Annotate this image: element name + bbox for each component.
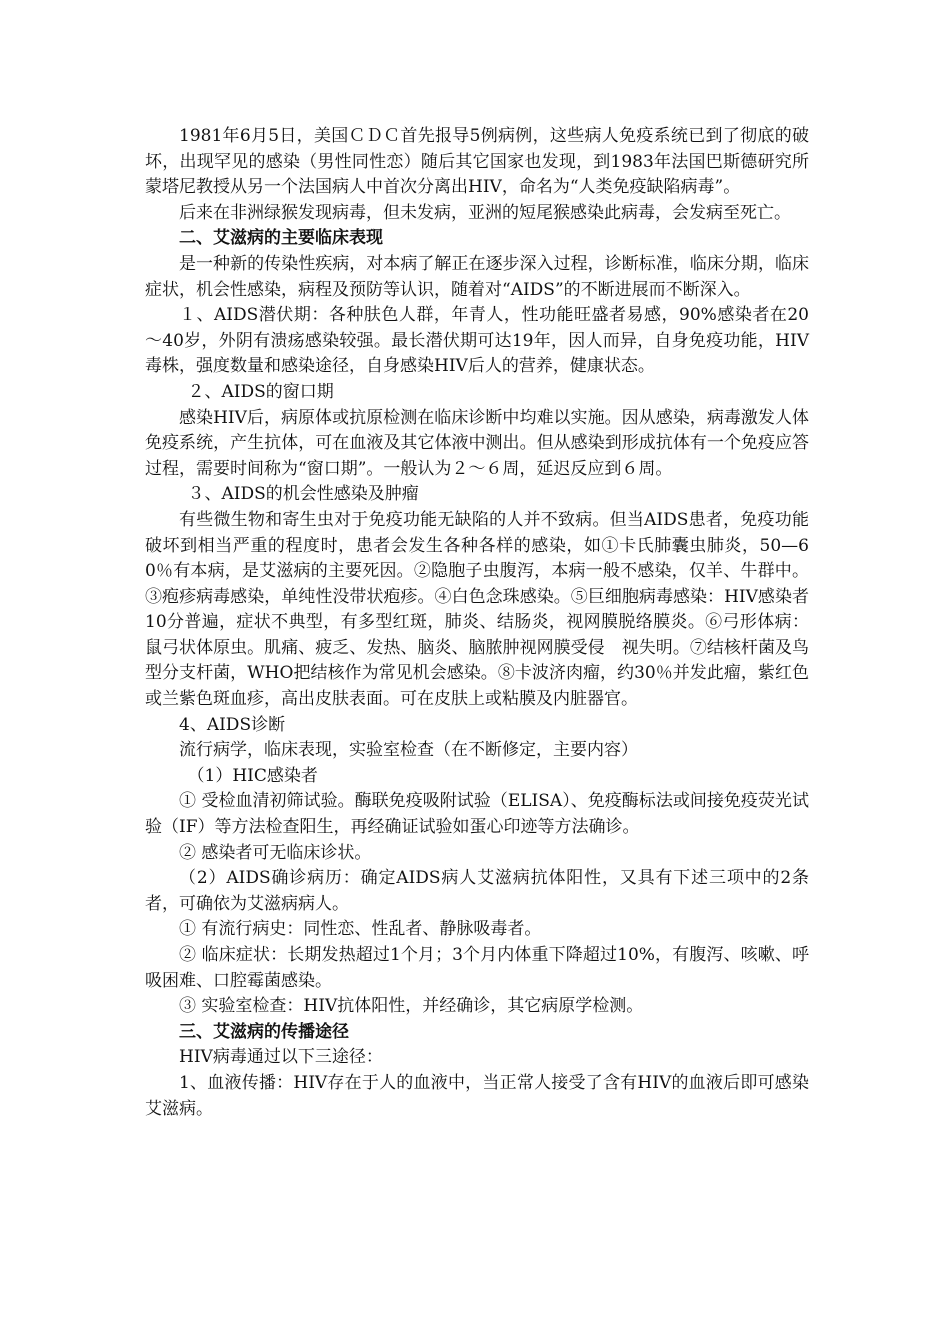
paragraph-routes: HIV病毒通过以下三途径： (179, 1047, 383, 1068)
paragraph-screening: ① 受检血清初筛试验。酶联免疫吸附试验（ELISA）、免疫酶标法或间接免疫荧光试验（IF）等方法检查阳生，再经确证试验如蛋心印迹等方法确诊。 (145, 791, 809, 838)
paragraph-no-symptoms: ② 感染者可无临床诊状。 (179, 842, 372, 863)
paragraph-lab: ③ 实验室检查：HIV抗体阳性，并经确诊，其它病原学检测。 (179, 996, 644, 1017)
subheading-diagnosis: 4、AIDS诊断 (179, 714, 286, 735)
section-heading-3: 三、艾滋病的传播途径 (179, 1021, 349, 1042)
paragraph-history: 1981年6月5日，美国ＣＤＣ首先报导5例病例，这些病人免疫系统已到了彻底的破坏，出现罕见的感染（男性同性恋）随后其它国家也发现，到1983年法国巴斯德研究所蒙塔尼教授从另一个法国病人中首次分离出HIV，命名为“人类免疫缺陷病毒”。 (145, 126, 809, 198)
subheading-window: ２、AIDS的窗口期 (187, 381, 334, 402)
paragraph-confirmed: （2）AIDS确诊病历：确定AIDS病人艾滋病抗体阳性，又具有下述三项中的2条者，可确依为艾滋病病人。 (145, 868, 809, 914)
paragraph-opportunistic: 有些微生物和寄生虫对于免疫功能无缺陷的人并不致病。但当AIDS患者，免疫功能破坏到相当严重的程度时，患者会发生各种各样的感染，如①卡氏肺囊虫肺炎，50—60％有本病，是艾滋病的主要死因。②隐胞子虫腹泻，本病一般不感染，仅羊、牛群中。③疱疹病毒感染，单纯性没带状疱疹。④白色念珠感染。⑤巨细胞病毒感染：HIV感染者10分普遍，症状不典型，有多型红斑，肺炎、结肠炎，视网膜脱络膜炎。⑥弓形体病：鼠弓状体原虫。肌痛、疲乏、发热、脑炎、脑脓肿视网膜受侵 视失明。⑦结核杆菌及鸟型分支杆菌，WHO把结核作为常见机会感染。⑧卡波济肉瘤，约30％并发此瘤，紫红色或兰紫色斑血疹，高出皮肤表面。可在皮肤上或粘膜及内脏器官。 (145, 509, 809, 710)
paragraph-symptoms: ② 临床症状：长期发热超过1个月；3个月内体重下降超过10%，有腹泻、咳嗽、呼吸困难、口腔霉菌感染。 (145, 945, 809, 991)
subheading-opportunistic: ３、AIDS的机会性感染及肿瘤 (187, 484, 419, 505)
section-heading-2: 二、艾滋病的主要临床表现 (179, 228, 383, 249)
paragraph-incubation: １、AIDS潜伏期：各种肤色人群，年青人，性功能旺盛者易感，90%感染者在20～40岁，外阴有溃疡感染较强。最长潜伏期可达19年，因人而异，自身免疫功能，HIV毒株，强度数量和感染途径，自身感染HIV后人的营养，健康状态。 (145, 305, 809, 377)
paragraph-blood: 1、血液传播：HIV存在于人的血液中，当正常人接受了含有HIV的血液后即可感染艾滋病。 (145, 1072, 809, 1119)
paragraph-epidemiology: ① 有流行病史：同性恋、性乱者、静脉吸毒者。 (179, 919, 542, 940)
paragraph-monkey: 后来在非洲绿猴发现病毒，但未发病，亚洲的短尾猴感染此病毒，会发病至死亡。 (179, 202, 791, 223)
paragraph-diagnosis-basis: 流行病学，临床表现，实验室检查（在不断修定，主要内容） (179, 740, 638, 761)
document-body (145, 124, 809, 1122)
paragraph-window: 感染HIV后，病原体或抗原检测在临床诊断中均难以实施。因从感染，病毒激发人体免疫系统，产生抗体，可在血液及其它体液中测出。但从感染到形成抗体有一个免疫应答过程，需要时间称为“窗口期”。一般认为２～６周，延迟反应到６周。 (145, 407, 809, 479)
paragraph-intro: 是一种新的传染性疾病，对本病了解正在逐步深入过程，诊断标准，临床分期，临床症状，机会性感染，病程及预防等认识，随着对“AIDS”的不断进展而不断深入。 (145, 253, 809, 300)
subheading-infected: （1）HIC感染者 (187, 765, 318, 786)
